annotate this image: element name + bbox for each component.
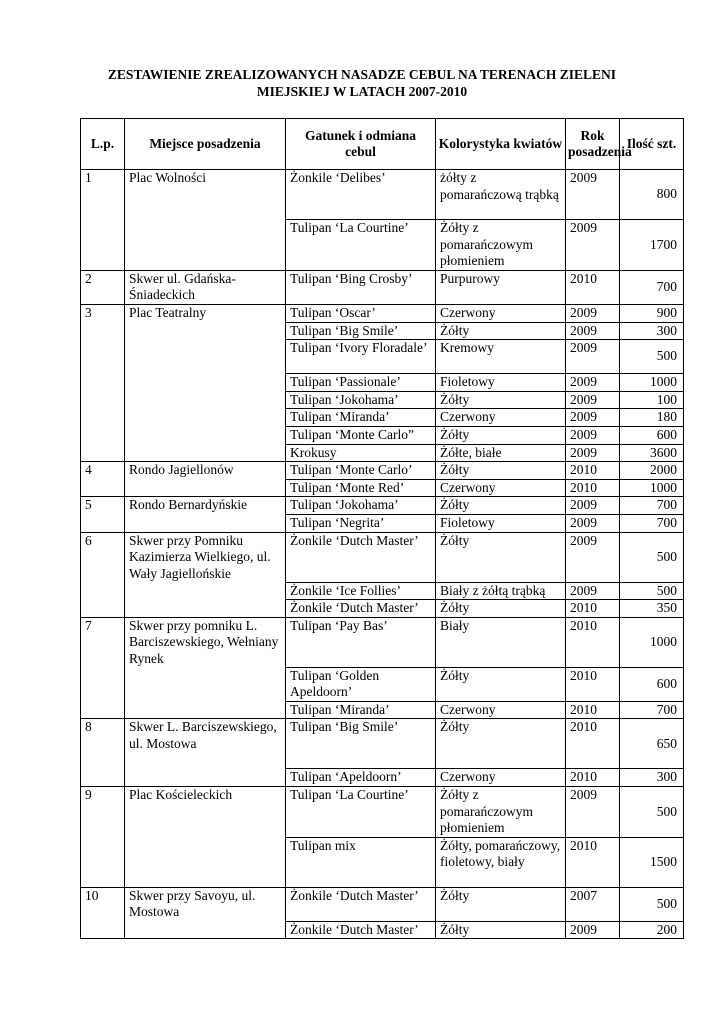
header-qty: Ilość szt. xyxy=(620,119,684,170)
cell-qty: 500 xyxy=(620,340,684,374)
table-row xyxy=(81,270,684,304)
cell-qty: 300 xyxy=(620,322,684,340)
cell-year: 2009 xyxy=(566,391,620,409)
cell-species: Tulipan ‘Big Smile’ xyxy=(286,322,436,340)
cell-qty: 900 xyxy=(620,304,684,322)
header-lp: L.p. xyxy=(81,119,125,170)
cell-species: Tulipan ‘Golden Apeldoorn’ xyxy=(286,667,436,701)
cell-color: Biały xyxy=(436,617,566,667)
cell-qty: 500 xyxy=(620,582,684,600)
cell-lp: 1 xyxy=(81,170,125,271)
cell-species: Tulipan ‘Passionale’ xyxy=(286,374,436,392)
cell-year: 2009 xyxy=(566,787,620,838)
table-row xyxy=(81,532,684,582)
table-body xyxy=(81,170,684,939)
cell-place: Skwer L. Barciszewskiego, ul. Mostowa xyxy=(125,719,286,787)
cell-color: Żółty z pomarańczowym płomieniem xyxy=(436,220,566,271)
header-year: Rok posadzenia xyxy=(566,119,620,170)
cell-year: 2009 xyxy=(566,170,620,220)
cell-species: Tulipan ‘Miranda’ xyxy=(286,701,436,719)
cell-qty: 700 xyxy=(620,514,684,532)
cell-color: Żółty xyxy=(436,667,566,701)
cell-species: Tulipan ‘Jokohama’ xyxy=(286,497,436,515)
cell-species: Żonkile ‘Dutch Master’ xyxy=(286,532,436,582)
table-header-row xyxy=(81,119,684,170)
cell-year: 2009 xyxy=(566,444,620,462)
cell-color: żółty z pomarańczową trąbką xyxy=(436,170,566,220)
cell-lp: 10 xyxy=(81,887,125,939)
cell-species: Tulipan ‘La Courtine’ xyxy=(286,787,436,838)
cell-color: Żółty xyxy=(436,921,566,939)
cell-qty: 300 xyxy=(620,769,684,787)
cell-year: 2010 xyxy=(566,617,620,667)
cell-year: 2010 xyxy=(566,719,620,769)
cell-place: Plac Teatralny xyxy=(125,304,286,461)
cell-color: Żółty xyxy=(436,719,566,769)
cell-color: Czerwony xyxy=(436,409,566,427)
cell-species: Żonkile ‘Dutch Master’ xyxy=(286,600,436,618)
cell-year: 2009 xyxy=(566,582,620,600)
cell-place: Skwer przy Savoyu, ul. Mostowa xyxy=(125,887,286,939)
cell-species: Tulipan ‘Apeldoorn’ xyxy=(286,769,436,787)
cell-year: 2010 xyxy=(566,479,620,497)
cell-color: Żółty xyxy=(436,426,566,444)
cell-color: Fioletowy xyxy=(436,374,566,392)
cell-qty: 1500 xyxy=(620,837,684,887)
cell-qty: 500 xyxy=(620,787,684,838)
cell-species: Żonkile ‘Ice Follies’ xyxy=(286,582,436,600)
cell-color: Czerwony xyxy=(436,479,566,497)
cell-qty: 800 xyxy=(620,170,684,220)
cell-year: 2009 xyxy=(566,532,620,582)
cell-place: Rondo Bernardyńskie xyxy=(125,497,286,532)
table-row xyxy=(81,887,684,921)
cell-year: 2009 xyxy=(566,497,620,515)
cell-species: Tulipan ‘Miranda’ xyxy=(286,409,436,427)
cell-qty: 2000 xyxy=(620,462,684,480)
cell-lp: 8 xyxy=(81,719,125,787)
cell-species: Tulipan ‘Monte Red’ xyxy=(286,479,436,497)
cell-year: 2009 xyxy=(566,514,620,532)
cell-place: Plac Wolności xyxy=(125,170,286,271)
cell-color: Żółty xyxy=(436,887,566,921)
cell-species: Żonkile ‘Dutch Master’ xyxy=(286,921,436,939)
cell-lp: 6 xyxy=(81,532,125,617)
cell-year: 2010 xyxy=(566,462,620,480)
document-title xyxy=(60,66,664,100)
cell-year: 2009 xyxy=(566,304,620,322)
cell-species: Tulipan ‘Negrita’ xyxy=(286,514,436,532)
cell-qty: 100 xyxy=(620,391,684,409)
table-row xyxy=(81,497,684,515)
cell-species: Tulipan ‘Big Smile’ xyxy=(286,719,436,769)
cell-place: Plac Kościeleckich xyxy=(125,787,286,888)
cell-species: Krokusy xyxy=(286,444,436,462)
cell-lp: 4 xyxy=(81,462,125,497)
cell-color: Czerwony xyxy=(436,701,566,719)
cell-color: Żółty xyxy=(436,497,566,515)
cell-year: 2009 xyxy=(566,220,620,271)
cell-color: Biały z żółtą trąbką xyxy=(436,582,566,600)
cell-color: Fioletowy xyxy=(436,514,566,532)
table-row xyxy=(81,304,684,322)
header-color: Kolorystyka kwiatów xyxy=(436,119,566,170)
cell-year: 2009 xyxy=(566,921,620,939)
cell-qty: 500 xyxy=(620,532,684,582)
cell-place: Skwer ul. Gdańska-Śniadeckich xyxy=(125,270,286,304)
cell-qty: 650 xyxy=(620,719,684,769)
cell-qty: 180 xyxy=(620,409,684,427)
table-row xyxy=(81,170,684,220)
header-place: Miejsce posadzenia xyxy=(125,119,286,170)
cell-qty: 1000 xyxy=(620,617,684,667)
cell-color: Żółte, białe xyxy=(436,444,566,462)
cell-color: Purpurowy xyxy=(436,270,566,304)
cell-qty: 1000 xyxy=(620,374,684,392)
cell-color: Żółty xyxy=(436,532,566,582)
cell-lp: 3 xyxy=(81,304,125,461)
cell-color: Żółty xyxy=(436,462,566,480)
cell-lp: 9 xyxy=(81,787,125,888)
cell-year: 2009 xyxy=(566,409,620,427)
cell-year: 2009 xyxy=(566,340,620,374)
cell-species: Tulipan ‘Oscar’ xyxy=(286,304,436,322)
title-line-1: ZESTAWIENIE ZREALIZOWANYCH NASADZE CEBUL NA TERENACH ZIELENI xyxy=(107,67,617,82)
cell-species: Tulipan ‘Pay Bas’ xyxy=(286,617,436,667)
cell-qty: 600 xyxy=(620,667,684,701)
cell-year: 2009 xyxy=(566,426,620,444)
cell-year: 2010 xyxy=(566,667,620,701)
cell-color: Żółty xyxy=(436,600,566,618)
cell-species: Tulipan ‘La Courtine’ xyxy=(286,220,436,271)
cell-year: 2010 xyxy=(566,837,620,887)
table-row xyxy=(81,787,684,838)
cell-color: Czerwony xyxy=(436,304,566,322)
cell-lp: 5 xyxy=(81,497,125,532)
cell-species: Tulipan ‘Jokohama’ xyxy=(286,391,436,409)
cell-year: 2010 xyxy=(566,701,620,719)
cell-color: Żółty, pomarańczowy, fioletowy, biały xyxy=(436,837,566,887)
planting-table xyxy=(80,118,684,939)
cell-color: Żółty xyxy=(436,391,566,409)
header-species: Gatunek i odmiana cebul xyxy=(286,119,436,170)
cell-qty: 700 xyxy=(620,701,684,719)
cell-year: 2009 xyxy=(566,374,620,392)
cell-species: Tulipan mix xyxy=(286,837,436,887)
cell-qty: 350 xyxy=(620,600,684,618)
cell-species: Tulipan ‘Monte Carlo’ xyxy=(286,462,436,480)
cell-species: Tulipan ‘Bing Crosby’ xyxy=(286,270,436,304)
cell-species: Żonkile ‘Dutch Master’ xyxy=(286,887,436,921)
table-row xyxy=(81,617,684,667)
cell-place: Skwer przy pomniku L. Barciszewskiego, Wełniany Rynek xyxy=(125,617,286,719)
cell-year: 2010 xyxy=(566,600,620,618)
cell-year: 2007 xyxy=(566,887,620,921)
cell-color: Żółty z pomarańczowym płomieniem xyxy=(436,787,566,838)
cell-place: Rondo Jagiellonów xyxy=(125,462,286,497)
cell-species: Żonkile ‘Delibes’ xyxy=(286,170,436,220)
cell-year: 2010 xyxy=(566,769,620,787)
cell-qty: 500 xyxy=(620,887,684,921)
cell-qty: 200 xyxy=(620,921,684,939)
cell-color: Kremowy xyxy=(436,340,566,374)
cell-lp: 2 xyxy=(81,270,125,304)
cell-species: Tulipan ‘Ivory Floradale’ xyxy=(286,340,436,374)
cell-color: Żółty xyxy=(436,322,566,340)
cell-color: Czerwony xyxy=(436,769,566,787)
table-row xyxy=(81,462,684,480)
cell-qty: 700 xyxy=(620,270,684,304)
cell-place: Skwer przy Pomniku Kazimierza Wielkiego, ul. Wały Jagiellońskie xyxy=(125,532,286,617)
cell-year: 2009 xyxy=(566,322,620,340)
cell-lp: 7 xyxy=(81,617,125,719)
title-line-2: MIEJSKIEJ W LATACH 2007-2010 xyxy=(256,84,468,99)
cell-qty: 1700 xyxy=(620,220,684,271)
cell-year: 2010 xyxy=(566,270,620,304)
cell-qty: 1000 xyxy=(620,479,684,497)
cell-qty: 600 xyxy=(620,426,684,444)
table-row xyxy=(81,719,684,769)
cell-species: Tulipan ‘Monte Carlo” xyxy=(286,426,436,444)
cell-qty: 700 xyxy=(620,497,684,515)
cell-qty: 3600 xyxy=(620,444,684,462)
